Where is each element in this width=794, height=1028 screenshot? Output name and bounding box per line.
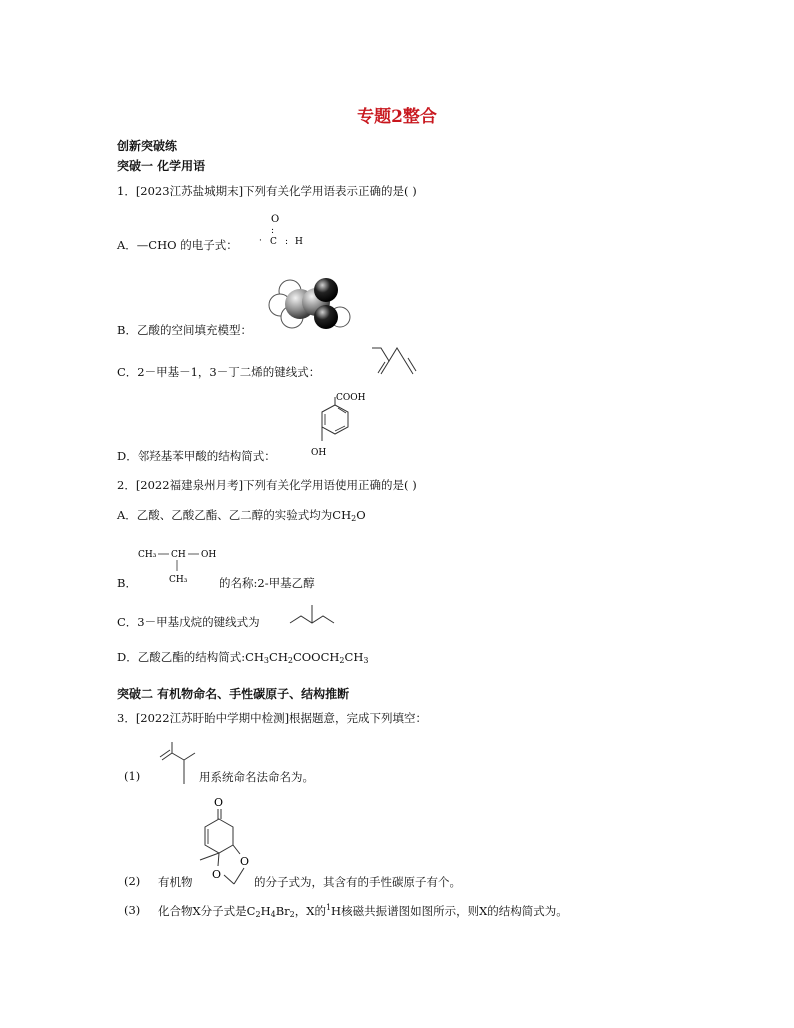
q3-sub3-part: H <box>260 904 271 918</box>
ring-double-bond-2 <box>335 426 345 431</box>
dimethylbutene-skeletal <box>158 740 198 788</box>
ch3-bottom: CH₃ <box>169 575 188 585</box>
formula-sub: 3 <box>263 656 270 665</box>
ring-oxygen-2: O <box>240 855 250 868</box>
q2-option-a-text: A．乙酸、乙酸乙酯、乙二醇的实验式均为CH <box>117 508 352 522</box>
bond-to-o2 <box>233 845 240 854</box>
q3-sub1-text: 用系统命名法命名为。 <box>199 770 314 784</box>
formula-part: CH <box>344 650 364 664</box>
cyclohexenone-ring <box>205 819 233 853</box>
ring-oxygen-1: O <box>212 868 222 881</box>
formula-sub: 3 <box>363 656 369 665</box>
q1-option-d: D．邻羟基苯甲酸的结构简式： <box>117 449 276 463</box>
oh-label: OH <box>311 448 327 458</box>
carbon-chain <box>372 348 413 374</box>
terminal-double-bond <box>408 358 416 371</box>
cho-electron-formula <box>255 210 315 250</box>
ethyl-acetate-formula <box>245 650 368 664</box>
electron-pair-ch: : <box>285 237 289 247</box>
q3-sub3-part: H核磁共振谱图如图所示，则X的结构简式为。 <box>331 904 568 918</box>
ch3-top: CH₃ <box>138 550 157 560</box>
q3-sub1-number: (1) <box>124 769 141 783</box>
q2-option-d <box>117 649 368 665</box>
formula-part: CH <box>245 650 264 664</box>
q3-sub2-pre: 有机物 <box>158 875 193 889</box>
q3-sub2-number: (2) <box>124 874 141 888</box>
q3-sub3-part: ，X的 <box>294 904 326 918</box>
q2-option-b: 的名称:2-甲基乙醇 <box>219 576 315 590</box>
q2-option-b-label: B． <box>117 576 137 590</box>
q3-sub3-text <box>158 903 568 919</box>
formula-sub: 2 <box>339 656 345 665</box>
q3-sub3-sub: 2 <box>289 910 295 919</box>
oh-group: OH <box>201 550 217 560</box>
formula-part: CH <box>269 650 288 664</box>
methylbutadiene-skeletal <box>368 343 420 379</box>
q2-option-d-text: D．乙酸乙酯的结构简式: <box>117 650 246 664</box>
q3-sub3-sub: 4 <box>270 910 276 919</box>
q3-sub2-text: 的分子式为，其含有的手性碳原子有个。 <box>254 875 461 889</box>
q1-option-c: C．2－甲基－1，3－丁二烯的键线式： <box>117 365 321 379</box>
benzene-ring <box>322 405 348 434</box>
q3-sub3-sup: 1 <box>325 903 332 912</box>
q1-option-b: B．乙酸的空间填充模型： <box>117 323 252 337</box>
ketone-oxygen: O <box>214 796 224 809</box>
atom-c: C <box>270 237 277 247</box>
methylene-bond-2 <box>234 868 244 884</box>
oxygen-atom-2 <box>314 305 338 329</box>
bond-to-o1 <box>218 853 219 866</box>
q2-option-a <box>117 507 366 523</box>
methylpentane-skeletal <box>288 601 342 631</box>
q2-option-c: C．3－甲基戊烷的键线式为 <box>117 615 260 629</box>
acetic-acid-space-filling-model <box>268 275 358 333</box>
part1-heading: 突破一 化学用语 <box>117 159 206 173</box>
methylene-bond-1 <box>224 875 234 884</box>
methyl-bond <box>200 853 219 860</box>
q1-option-a: A．—CHO 的电子式： <box>117 238 238 252</box>
q2-stem: 2．[2022福建泉州月考]下列有关化学用语使用正确的是( ) <box>117 478 417 492</box>
q3-sub3-part: 化合物X分子式是C <box>158 904 256 918</box>
formula-part: COOCH <box>292 650 340 664</box>
chain-bond <box>172 753 184 760</box>
methylethanol-structure <box>136 545 222 587</box>
page-title: 专题2整合 <box>357 107 437 127</box>
hydroxybenzoic-acid-structure <box>300 389 380 461</box>
q3-sub3-part: Br <box>275 904 290 918</box>
methylene-bond <box>381 361 389 374</box>
methylene-double-bond <box>378 362 385 373</box>
ch-center: CH <box>171 550 186 560</box>
formula-sub: 2 <box>287 656 293 665</box>
electron-dot: · <box>259 236 262 246</box>
q2-option-a-tail: O <box>356 508 366 522</box>
q1-stem: 1．[2023江苏盐城期末]下列有关化学用语表示正确的是( ) <box>117 184 417 198</box>
q3-sub3-number: (3) <box>124 903 141 917</box>
atom-h: H <box>295 237 303 247</box>
atom-o: O <box>271 214 280 225</box>
oxygen-atom-1 <box>314 278 338 302</box>
right-methyl <box>184 753 195 760</box>
q3-sub3-sub: 2 <box>255 910 261 919</box>
section-label: 创新突破练 <box>117 139 178 153</box>
cooh-label: COOH <box>336 393 366 403</box>
q2-option-a-sub: 2 <box>351 514 357 523</box>
q3-stem: 3．[2022江苏盱眙中学期中检测]根据题意，完成下列填空： <box>117 711 428 725</box>
part2-heading: 突破二 有机物命名、手性碳原子、结构推断 <box>117 687 350 701</box>
electron-pair: : <box>271 226 275 236</box>
